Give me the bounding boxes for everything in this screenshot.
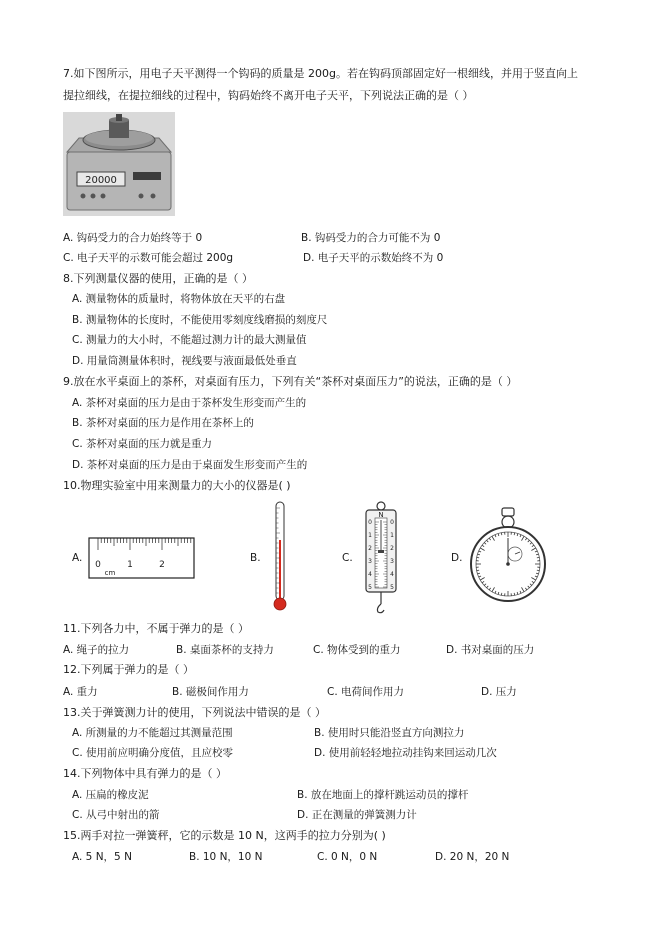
scale-label-right: 4 — [390, 571, 394, 578]
q10-option-b-label[interactable]: B. — [250, 552, 261, 564]
q9-stem: 9.放在水平桌面上的茶杯，对桌面有压力，下列有关“茶杯对桌面压力”的说法，正确的是（ ） — [63, 375, 518, 388]
ruler-figure[interactable] — [88, 536, 196, 580]
scale-label-left: 1 — [368, 532, 372, 539]
q12-stem: 12.下列属于弹力的是（ ） — [63, 663, 194, 676]
scale-label-left: 3 — [368, 558, 372, 565]
scale-label-right: 3 — [390, 558, 394, 565]
spring-scale-figure[interactable] — [358, 500, 404, 616]
q8-option-d[interactable]: D. 用量筒测量体积时，视线要与液面最低处垂直 — [72, 355, 297, 367]
stopwatch-tick — [514, 533, 515, 535]
q7-stem-line1: 7.如下图所示，用电子天平测得一个钩码的质量是 200g。若在钩码顶部固定好一根细线，并用于竖直向上 — [63, 67, 578, 80]
q11-option-c[interactable]: C. 物体受到的重力 — [313, 644, 401, 656]
q11-option-a[interactable]: A. 绳子的拉力 — [63, 644, 130, 656]
q13-stem: 13.关于弹簧测力计的使用，下列说法中错误的是（ ） — [63, 706, 326, 719]
q8-option-b[interactable]: B. 测量物体的长度时，不能使用零刻度线磨损的刻度尺 — [72, 314, 328, 326]
q9-option-d[interactable]: D. 茶杯对桌面的压力是由于桌面发生形变而产生的 — [72, 459, 308, 471]
stopwatch-tick — [501, 533, 502, 535]
q10-option-d-label[interactable]: D. — [451, 552, 463, 564]
scale-label-right: 1 — [390, 532, 394, 539]
balance-display-readout: 20000 — [85, 175, 117, 186]
stopwatch-tick — [514, 593, 515, 595]
scale-label-right: 0 — [390, 519, 394, 526]
q11-option-d[interactable]: D. 书对桌面的压力 — [446, 644, 535, 656]
ruler-label-0: 0 — [95, 560, 101, 570]
stopwatch-tick — [477, 557, 479, 558]
q9-option-a[interactable]: A. 茶杯对桌面的压力是由于茶杯发生形变而产生的 — [72, 397, 307, 409]
ruler-label-1: 1 — [127, 560, 133, 570]
q13-option-c[interactable]: C. 使用前应明确分度值，且应校零 — [72, 747, 234, 759]
q12-option-a[interactable]: A. 重力 — [63, 686, 98, 698]
q13-option-a[interactable]: A. 所测量的力不能超过其测量范围 — [72, 727, 233, 739]
q14-option-a[interactable]: A. 压扁的橡皮泥 — [72, 789, 149, 801]
q15-stem: 15.两手对拉一弹簧秤，它的示数是 10 N，这两手的拉力分别为( ) — [63, 829, 386, 842]
q7-option-b[interactable]: B. 钩码受力的合力可能不为 0 — [301, 232, 441, 244]
scale-label-left: 4 — [368, 571, 372, 578]
q12-option-c[interactable]: C. 电荷间作用力 — [327, 686, 405, 698]
q7-option-d[interactable]: D. 电子天平的示数始终不为 0 — [303, 252, 444, 264]
q8-stem: 8.下列测量仪器的使用，正确的是（ ） — [63, 272, 253, 285]
q15-option-c[interactable]: C. 0 N，0 N — [317, 851, 378, 863]
scale-label-left: 2 — [368, 545, 372, 552]
q11-stem: 11.下列各力中，不属于弹力的是（ ） — [63, 622, 249, 635]
q13-option-d[interactable]: D. 使用前轻轻地拉动挂钩来回运动几次 — [314, 747, 497, 759]
q8-option-a[interactable]: A. 测量物体的质量时，将物体放在天平的右盘 — [72, 293, 286, 305]
q13-option-b[interactable]: B. 使用时只能沿竖直方向测拉力 — [314, 727, 465, 739]
stopwatch-tick — [537, 570, 539, 571]
q12-option-b[interactable]: B. 磁极间作用力 — [172, 686, 249, 698]
stopwatch-tick — [501, 593, 502, 595]
q15-option-b[interactable]: B. 10 N，10 N — [189, 851, 263, 863]
thermometer-figure[interactable] — [270, 500, 290, 614]
scale-label-left: 5 — [368, 584, 372, 591]
q12-option-d[interactable]: D. 压力 — [481, 686, 517, 698]
q14-option-d[interactable]: D. 正在测量的弹簧测力计 — [297, 809, 417, 821]
q15-option-a[interactable]: A. 5 N，5 N — [72, 851, 132, 863]
q9-option-c[interactable]: C. 茶杯对桌面的压力就是重力 — [72, 438, 213, 450]
q10-option-a-label[interactable]: A. — [72, 552, 83, 564]
q14-stem: 14.下列物体中具有弹力的是（ ） — [63, 767, 227, 780]
q9-option-b[interactable]: B. 茶杯对桌面的压力是作用在茶杯上的 — [72, 417, 254, 429]
electronic-balance-image — [63, 112, 175, 216]
scale-label-right: 2 — [390, 545, 394, 552]
scale-label-right: 5 — [390, 584, 394, 591]
q10-stem: 10.物理实验室中用来测量力的大小的仪器是( ) — [63, 479, 291, 492]
q14-option-b[interactable]: B. 放在地面上的撑杆跳运动员的撑杆 — [297, 789, 469, 801]
q15-option-d[interactable]: D. 20 N，20 N — [435, 851, 510, 863]
stopwatch-figure[interactable] — [468, 506, 548, 606]
q11-option-b[interactable]: B. 桌面茶杯的支持力 — [176, 644, 274, 656]
ruler-label-2: 2 — [159, 560, 165, 570]
q14-option-c[interactable]: C. 从弓中射出的箭 — [72, 809, 160, 821]
q8-option-c[interactable]: C. 测量力的大小时，不能超过测力计的最大测量值 — [72, 334, 307, 346]
stopwatch-tick — [477, 570, 479, 571]
q7-stem-line2: 提拉细线，在提拉细线的过程中，钩码始终不离开电子天平，下列说法正确的是（ ） — [63, 89, 474, 102]
q7-option-a[interactable]: A. 钩码受力的合力始终等于 0 — [63, 232, 203, 244]
scale-unit-label: N — [378, 511, 384, 519]
q7-option-c[interactable]: C. 电子天平的示数可能会超过 200g — [63, 252, 234, 264]
stopwatch-tick — [537, 557, 539, 558]
ruler-unit-label: cm — [104, 569, 116, 577]
scale-label-left: 0 — [368, 519, 372, 526]
q10-option-c-label[interactable]: C. — [342, 552, 353, 564]
